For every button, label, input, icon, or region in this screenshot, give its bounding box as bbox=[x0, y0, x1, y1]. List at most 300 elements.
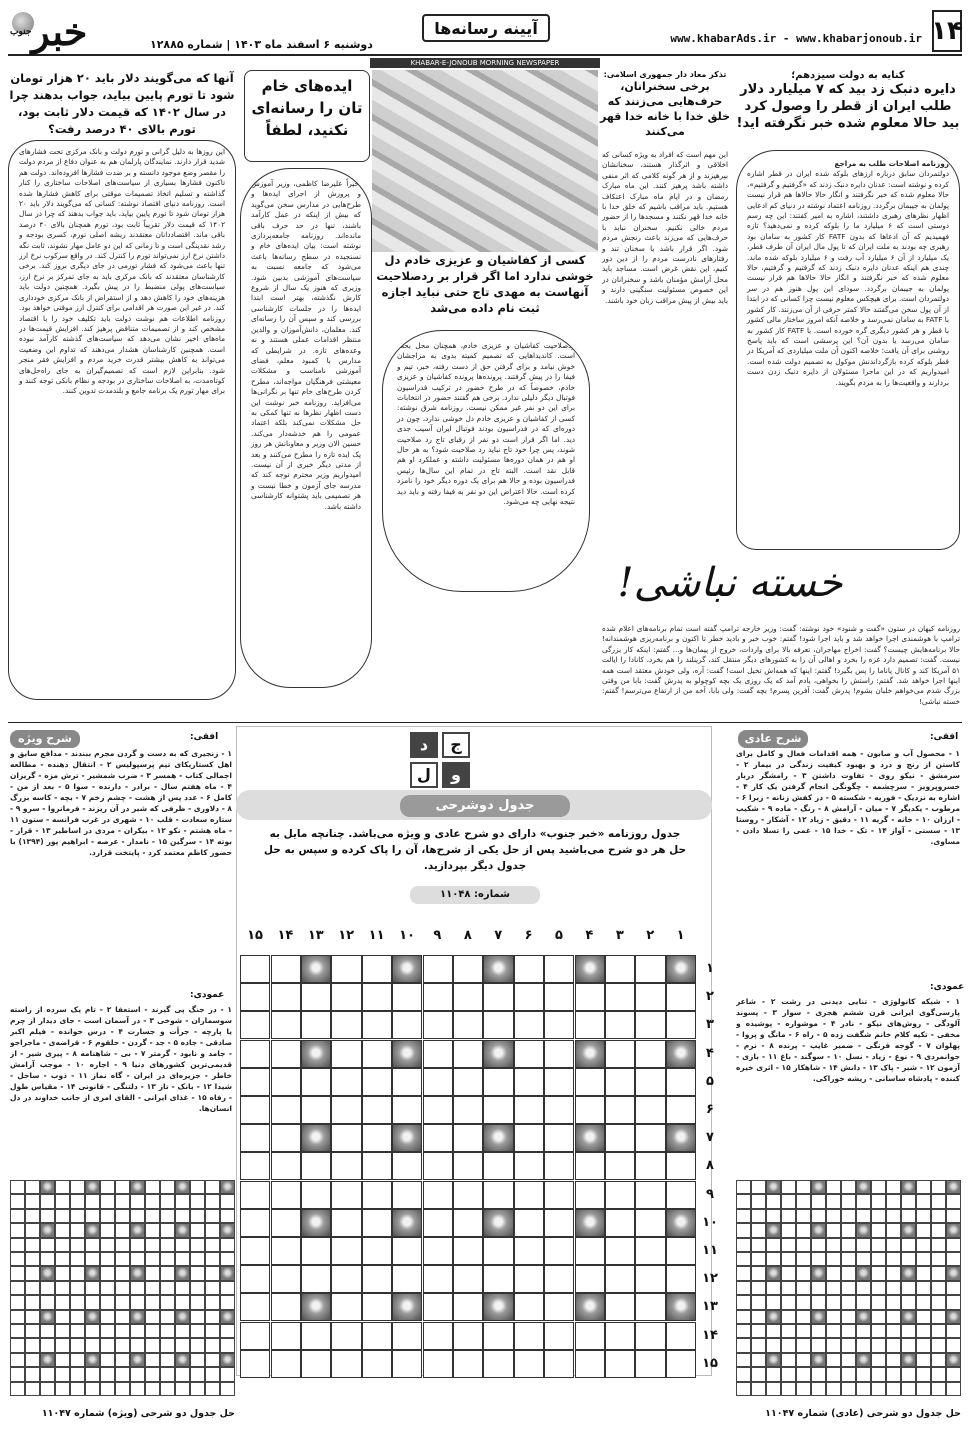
grid-cell[interactable] bbox=[240, 1209, 270, 1237]
solution-cell bbox=[841, 1310, 856, 1324]
solution-cell bbox=[781, 1180, 796, 1194]
column-number: ۶ bbox=[524, 928, 533, 943]
grid-cell[interactable] bbox=[544, 983, 574, 1011]
solution-cell bbox=[10, 1238, 25, 1252]
grid-cell[interactable] bbox=[423, 1124, 453, 1152]
grid-cell[interactable] bbox=[453, 1265, 483, 1293]
grid-cell[interactable] bbox=[605, 983, 635, 1011]
solution-cell bbox=[205, 1382, 220, 1396]
black-cell bbox=[666, 1293, 696, 1321]
solution-cell bbox=[55, 1353, 70, 1367]
grid-cell[interactable] bbox=[635, 1265, 665, 1293]
solution-cell bbox=[751, 1353, 766, 1367]
solution-black-cell bbox=[811, 1310, 826, 1324]
solution-cell bbox=[811, 1281, 826, 1295]
solution-cell bbox=[10, 1324, 25, 1338]
grid-cell[interactable] bbox=[392, 1181, 422, 1209]
solution-cell bbox=[25, 1266, 40, 1280]
grid-cell[interactable] bbox=[271, 1237, 301, 1265]
solution-cell bbox=[25, 1252, 40, 1266]
logo-text: خبر bbox=[31, 9, 88, 54]
grid-cell[interactable] bbox=[423, 1040, 453, 1068]
solution-cell bbox=[841, 1194, 856, 1208]
grid-cell[interactable] bbox=[331, 983, 361, 1011]
solution-cell bbox=[55, 1382, 70, 1396]
grid-cell[interactable] bbox=[605, 1350, 635, 1378]
solution-black-cell bbox=[40, 1353, 55, 1367]
grid-cell[interactable] bbox=[423, 1096, 453, 1124]
solution-cell bbox=[886, 1180, 901, 1194]
grid-cell[interactable] bbox=[483, 1237, 513, 1265]
grid-cell[interactable] bbox=[331, 1040, 361, 1068]
solution-cell bbox=[25, 1382, 40, 1396]
row-number: ۱ bbox=[706, 961, 714, 976]
grid-cell[interactable] bbox=[605, 1209, 635, 1237]
grid-cell[interactable] bbox=[514, 1124, 544, 1152]
grid-cell[interactable] bbox=[514, 983, 544, 1011]
grid-cell[interactable] bbox=[301, 1096, 331, 1124]
solution-cell bbox=[145, 1238, 160, 1252]
grid-cell[interactable] bbox=[240, 955, 270, 983]
grid-cell[interactable] bbox=[514, 1350, 544, 1378]
grid-cell[interactable] bbox=[392, 1265, 422, 1293]
solution-black-cell bbox=[220, 1223, 235, 1237]
grid-cell[interactable] bbox=[453, 1350, 483, 1378]
solution-cell bbox=[205, 1367, 220, 1381]
football-title: کسی از کفاشیان و عزیزی خادم دل خوشی ندارد اما اگر قرار بر ردصلاحیت آنهاست به مهدی تاج حتی نباید اجازه ثبت نام داده می‌شد bbox=[376, 253, 594, 315]
solution-cell bbox=[766, 1281, 781, 1295]
fatf-body-box bbox=[736, 150, 960, 550]
grid-cell[interactable] bbox=[453, 955, 483, 983]
solution-cell bbox=[811, 1252, 826, 1266]
solution-cell bbox=[25, 1338, 40, 1352]
grid-cell[interactable] bbox=[453, 1040, 483, 1068]
solution-cell bbox=[796, 1382, 811, 1396]
solution-cell bbox=[190, 1266, 205, 1280]
grid-cell[interactable] bbox=[423, 1322, 453, 1350]
grid-cell[interactable] bbox=[514, 1011, 544, 1039]
football-headline bbox=[372, 252, 598, 324]
grid-cell[interactable] bbox=[544, 1096, 574, 1124]
grid-cell[interactable] bbox=[666, 983, 696, 1011]
grid-cell[interactable] bbox=[575, 1181, 605, 1209]
grid-cell[interactable] bbox=[666, 1181, 696, 1209]
grid-cell[interactable] bbox=[544, 1040, 574, 1068]
grid-cell[interactable] bbox=[362, 983, 392, 1011]
grid-cell[interactable] bbox=[483, 1068, 513, 1096]
solution-cell bbox=[916, 1266, 931, 1280]
grid-cell[interactable] bbox=[635, 1068, 665, 1096]
grid-cell[interactable] bbox=[544, 1322, 574, 1350]
grid-cell[interactable] bbox=[666, 1096, 696, 1124]
grid-cell[interactable] bbox=[362, 1293, 392, 1321]
grid-cell[interactable] bbox=[271, 1152, 301, 1180]
grid-cell[interactable] bbox=[271, 1068, 301, 1096]
solution-black-cell bbox=[220, 1353, 235, 1367]
solution-cell bbox=[220, 1209, 235, 1223]
crossword-grid[interactable] bbox=[240, 955, 696, 1378]
grid-cell[interactable] bbox=[271, 955, 301, 983]
grid-cell[interactable] bbox=[331, 1209, 361, 1237]
grid-cell[interactable] bbox=[635, 1040, 665, 1068]
grid-cell[interactable] bbox=[666, 1068, 696, 1096]
grid-cell[interactable] bbox=[423, 1181, 453, 1209]
grid-cell[interactable] bbox=[544, 1181, 574, 1209]
solution-cell bbox=[736, 1238, 751, 1252]
grid-cell[interactable] bbox=[423, 1152, 453, 1180]
grid-cell[interactable] bbox=[331, 1181, 361, 1209]
solution-cell bbox=[766, 1382, 781, 1396]
grid-cell[interactable] bbox=[605, 1265, 635, 1293]
grid-cell[interactable] bbox=[575, 1096, 605, 1124]
solution-cell bbox=[736, 1310, 751, 1324]
grid-cell[interactable] bbox=[453, 1124, 483, 1152]
black-cell bbox=[575, 955, 605, 983]
grid-cell[interactable] bbox=[666, 1265, 696, 1293]
site-urls[interactable]: www.khabarAds.ir - www.khabarjonoub.ir bbox=[670, 32, 922, 45]
grid-cell[interactable] bbox=[544, 1237, 574, 1265]
grid-cell[interactable] bbox=[362, 1068, 392, 1096]
grid-cell[interactable] bbox=[575, 1068, 605, 1096]
grid-cell[interactable] bbox=[362, 1209, 392, 1237]
grid-cell[interactable] bbox=[483, 1181, 513, 1209]
solution-cell bbox=[856, 1252, 871, 1266]
grid-cell[interactable] bbox=[544, 1265, 574, 1293]
grid-cell[interactable] bbox=[362, 1181, 392, 1209]
grid-cell[interactable] bbox=[666, 1152, 696, 1180]
grid-cell[interactable] bbox=[514, 1068, 544, 1096]
grid-cell[interactable] bbox=[575, 1152, 605, 1180]
grid-cell[interactable] bbox=[544, 955, 574, 983]
grid-cell[interactable] bbox=[271, 1265, 301, 1293]
column-number: ۳ bbox=[615, 928, 624, 943]
grid-cell[interactable] bbox=[544, 1068, 574, 1096]
grid-cell[interactable] bbox=[453, 1293, 483, 1321]
grid-cell[interactable] bbox=[392, 1237, 422, 1265]
grid-cell[interactable] bbox=[483, 1265, 513, 1293]
grid-cell[interactable] bbox=[362, 1124, 392, 1152]
grid-cell[interactable] bbox=[635, 955, 665, 983]
grid-cell[interactable] bbox=[423, 1293, 453, 1321]
solution-black-cell bbox=[130, 1223, 145, 1237]
solution-black-cell bbox=[766, 1223, 781, 1237]
grid-cell[interactable] bbox=[514, 1181, 544, 1209]
grid-cell[interactable] bbox=[331, 1350, 361, 1378]
grid-cell[interactable] bbox=[544, 1124, 574, 1152]
solution-cell bbox=[175, 1238, 190, 1252]
grid-cell[interactable] bbox=[240, 1237, 270, 1265]
grid-cell[interactable] bbox=[392, 1152, 422, 1180]
grid-cell[interactable] bbox=[544, 1152, 574, 1180]
grid-cell[interactable] bbox=[423, 955, 453, 983]
grid-cell[interactable] bbox=[453, 1152, 483, 1180]
grid-cell[interactable] bbox=[331, 955, 361, 983]
black-cell bbox=[483, 1040, 513, 1068]
grid-cell[interactable] bbox=[666, 1322, 696, 1350]
grid-cell[interactable] bbox=[271, 1040, 301, 1068]
solution-cell bbox=[766, 1209, 781, 1223]
grid-cell[interactable] bbox=[635, 1181, 665, 1209]
grid-cell[interactable] bbox=[362, 1040, 392, 1068]
grid-cell[interactable] bbox=[514, 1209, 544, 1237]
grid-cell[interactable] bbox=[453, 1209, 483, 1237]
row-number: ۵ bbox=[706, 1073, 714, 1089]
grid-cell[interactable] bbox=[605, 1152, 635, 1180]
grid-cell[interactable] bbox=[271, 1124, 301, 1152]
column-number: ۱۳ bbox=[307, 928, 324, 943]
grid-cell[interactable] bbox=[483, 1152, 513, 1180]
grid-cell[interactable] bbox=[423, 1068, 453, 1096]
grid-cell[interactable] bbox=[271, 1350, 301, 1378]
grid-cell[interactable] bbox=[240, 1350, 270, 1378]
grid-cell[interactable] bbox=[271, 1322, 301, 1350]
grid-cell[interactable] bbox=[605, 1181, 635, 1209]
grid-cell[interactable] bbox=[514, 1293, 544, 1321]
grid-cell[interactable] bbox=[453, 1068, 483, 1096]
grid-cell[interactable] bbox=[331, 1096, 361, 1124]
grid-cell[interactable] bbox=[301, 1152, 331, 1180]
grid-cell[interactable] bbox=[666, 1237, 696, 1265]
solution-cell bbox=[10, 1223, 25, 1237]
grid-cell[interactable] bbox=[240, 1181, 270, 1209]
grid-cell[interactable] bbox=[331, 1265, 361, 1293]
solution-cell bbox=[856, 1194, 871, 1208]
grid-cell[interactable] bbox=[392, 1011, 422, 1039]
grid-cell[interactable] bbox=[605, 1068, 635, 1096]
grid-cell[interactable] bbox=[514, 1096, 544, 1124]
solution-cell bbox=[40, 1209, 55, 1223]
solution-cell bbox=[871, 1295, 886, 1309]
grid-cell[interactable] bbox=[301, 1237, 331, 1265]
grid-cell[interactable] bbox=[271, 1011, 301, 1039]
solution-cell bbox=[736, 1223, 751, 1237]
black-cell bbox=[392, 1293, 422, 1321]
black-cell bbox=[666, 955, 696, 983]
grid-cell[interactable] bbox=[423, 1350, 453, 1378]
grid-cell[interactable] bbox=[331, 1237, 361, 1265]
grid-cell[interactable] bbox=[514, 1040, 544, 1068]
grid-cell[interactable] bbox=[362, 1011, 392, 1039]
grid-cell[interactable] bbox=[575, 1350, 605, 1378]
grid-cell[interactable] bbox=[635, 1011, 665, 1039]
grid-cell[interactable] bbox=[301, 1068, 331, 1096]
grid-cell[interactable] bbox=[240, 1068, 270, 1096]
grid-cell[interactable] bbox=[240, 983, 270, 1011]
grid-cell[interactable] bbox=[605, 1011, 635, 1039]
grid-cell[interactable] bbox=[575, 1237, 605, 1265]
solution-black-cell bbox=[130, 1353, 145, 1367]
grid-cell[interactable] bbox=[362, 1152, 392, 1180]
grid-cell[interactable] bbox=[575, 1265, 605, 1293]
grid-cell[interactable] bbox=[635, 1237, 665, 1265]
solution-black-cell bbox=[856, 1223, 871, 1237]
grid-cell[interactable] bbox=[240, 1152, 270, 1180]
row-number: ۱۲ bbox=[702, 1271, 718, 1287]
solution-cell bbox=[931, 1338, 946, 1352]
grid-cell[interactable] bbox=[483, 1096, 513, 1124]
grid-cell[interactable] bbox=[453, 1096, 483, 1124]
solution-black-cell bbox=[220, 1266, 235, 1280]
solution-cell bbox=[796, 1295, 811, 1309]
grid-cell[interactable] bbox=[331, 1068, 361, 1096]
grid-cell[interactable] bbox=[240, 1293, 270, 1321]
solution-cell bbox=[40, 1338, 55, 1352]
grid-cell[interactable] bbox=[544, 1350, 574, 1378]
row-number: ۲ bbox=[706, 989, 714, 1005]
grid-cell[interactable] bbox=[240, 1322, 270, 1350]
grid-cell[interactable] bbox=[362, 955, 392, 983]
grid-cell[interactable] bbox=[514, 1265, 544, 1293]
grid-cell[interactable] bbox=[362, 1096, 392, 1124]
grid-cell[interactable] bbox=[392, 1350, 422, 1378]
solution-cell bbox=[100, 1295, 115, 1309]
grid-cell[interactable] bbox=[362, 1265, 392, 1293]
solution-cell bbox=[916, 1209, 931, 1223]
solution-cell bbox=[175, 1281, 190, 1295]
solution-cell bbox=[55, 1338, 70, 1352]
grid-cell[interactable] bbox=[331, 1011, 361, 1039]
solution-cell bbox=[796, 1223, 811, 1237]
grid-cell[interactable] bbox=[666, 1011, 696, 1039]
grid-cell[interactable] bbox=[453, 1237, 483, 1265]
grid-cell[interactable] bbox=[271, 1181, 301, 1209]
grid-cell[interactable] bbox=[575, 1011, 605, 1039]
column-number: ۱۵ bbox=[247, 928, 263, 943]
grid-cell[interactable] bbox=[423, 1209, 453, 1237]
grid-cell[interactable] bbox=[544, 1293, 574, 1321]
grid-cell[interactable] bbox=[331, 1124, 361, 1152]
grid-cell[interactable] bbox=[271, 1209, 301, 1237]
grid-cell[interactable] bbox=[271, 1293, 301, 1321]
solution-black-cell bbox=[175, 1180, 190, 1194]
solution-cell bbox=[871, 1281, 886, 1295]
solution-cell bbox=[886, 1295, 901, 1309]
solution-cell bbox=[190, 1382, 205, 1396]
grid-cell[interactable] bbox=[240, 1124, 270, 1152]
solution-cell bbox=[55, 1310, 70, 1324]
grid-cell[interactable] bbox=[544, 1011, 574, 1039]
solution-cell bbox=[115, 1281, 130, 1295]
grid-cell[interactable] bbox=[392, 1322, 422, 1350]
grid-cell[interactable] bbox=[271, 983, 301, 1011]
grid-cell[interactable] bbox=[423, 1011, 453, 1039]
media-headline-box bbox=[244, 70, 370, 162]
grid-cell[interactable] bbox=[240, 1096, 270, 1124]
grid-cell[interactable] bbox=[635, 983, 665, 1011]
grid-cell[interactable] bbox=[635, 1293, 665, 1321]
grid-cell[interactable] bbox=[423, 1237, 453, 1265]
solution-cell bbox=[190, 1194, 205, 1208]
solution-cell bbox=[190, 1238, 205, 1252]
grid-cell[interactable] bbox=[453, 1322, 483, 1350]
grid-cell[interactable] bbox=[240, 1265, 270, 1293]
grid-cell[interactable] bbox=[544, 1209, 574, 1237]
solution-cell bbox=[115, 1367, 130, 1381]
grid-cell[interactable] bbox=[514, 1152, 544, 1180]
grid-cell[interactable] bbox=[605, 1040, 635, 1068]
grid-cell[interactable] bbox=[635, 1350, 665, 1378]
grid-cell[interactable] bbox=[605, 1322, 635, 1350]
grid-cell[interactable] bbox=[605, 1096, 635, 1124]
solution-cell bbox=[796, 1338, 811, 1352]
grid-cell[interactable] bbox=[301, 1265, 331, 1293]
football-body-box bbox=[382, 330, 590, 592]
grid-cell[interactable] bbox=[514, 955, 544, 983]
grid-cell[interactable] bbox=[331, 1322, 361, 1350]
grid-cell[interactable] bbox=[362, 1350, 392, 1378]
grid-cell[interactable] bbox=[271, 1096, 301, 1124]
solution-cell bbox=[70, 1281, 85, 1295]
solution-cell bbox=[70, 1180, 85, 1194]
black-cell bbox=[301, 1124, 331, 1152]
solution-cell bbox=[145, 1295, 160, 1309]
grid-cell[interactable] bbox=[453, 1011, 483, 1039]
solution-cell bbox=[175, 1382, 190, 1396]
solution-cell bbox=[826, 1324, 841, 1338]
grid-cell[interactable] bbox=[635, 1322, 665, 1350]
grid-cell[interactable] bbox=[301, 1350, 331, 1378]
row-number: ۸ bbox=[706, 1158, 714, 1174]
solution-cell bbox=[946, 1367, 961, 1381]
solution-cell bbox=[916, 1180, 931, 1194]
grid-cell[interactable] bbox=[514, 1237, 544, 1265]
solution-cell bbox=[901, 1295, 916, 1309]
grid-cell[interactable] bbox=[453, 983, 483, 1011]
black-cell bbox=[666, 1124, 696, 1152]
grid-cell[interactable] bbox=[575, 1322, 605, 1350]
grid-cell[interactable] bbox=[453, 1181, 483, 1209]
solution-cell bbox=[25, 1281, 40, 1295]
grid-cell[interactable] bbox=[605, 1124, 635, 1152]
black-cell bbox=[392, 1040, 422, 1068]
grid-cell[interactable] bbox=[301, 983, 331, 1011]
grid-cell[interactable] bbox=[423, 1265, 453, 1293]
grid-cell[interactable] bbox=[575, 983, 605, 1011]
grid-cell[interactable] bbox=[635, 1209, 665, 1237]
grid-cell[interactable] bbox=[240, 1011, 270, 1039]
grid-cell[interactable] bbox=[666, 1350, 696, 1378]
grid-cell[interactable] bbox=[331, 1152, 361, 1180]
grid-cell[interactable] bbox=[392, 1068, 422, 1096]
grid-cell[interactable] bbox=[483, 1350, 513, 1378]
grid-cell[interactable] bbox=[483, 1322, 513, 1350]
grid-cell[interactable] bbox=[635, 1096, 665, 1124]
grid-cell[interactable] bbox=[362, 1237, 392, 1265]
grid-cell[interactable] bbox=[605, 955, 635, 983]
grid-cell[interactable] bbox=[301, 1011, 331, 1039]
grid-cell[interactable] bbox=[240, 1040, 270, 1068]
grid-cell[interactable] bbox=[392, 983, 422, 1011]
grid-cell[interactable] bbox=[301, 1322, 331, 1350]
grid-cell[interactable] bbox=[635, 1124, 665, 1152]
grid-cell[interactable] bbox=[514, 1322, 544, 1350]
grid-cell[interactable] bbox=[301, 1181, 331, 1209]
solution-black-cell bbox=[856, 1180, 871, 1194]
solution-cell bbox=[130, 1209, 145, 1223]
grid-cell[interactable] bbox=[605, 1293, 635, 1321]
grid-cell[interactable] bbox=[483, 1011, 513, 1039]
grid-cell[interactable] bbox=[362, 1322, 392, 1350]
solution-cell bbox=[796, 1367, 811, 1381]
grid-cell[interactable] bbox=[483, 983, 513, 1011]
grid-cell[interactable] bbox=[635, 1152, 665, 1180]
grid-cell[interactable] bbox=[605, 1237, 635, 1265]
grid-cell[interactable] bbox=[331, 1293, 361, 1321]
grid-cell[interactable] bbox=[392, 1096, 422, 1124]
grid-cell[interactable] bbox=[423, 983, 453, 1011]
solution-cell bbox=[40, 1252, 55, 1266]
solution-cell bbox=[736, 1266, 751, 1280]
